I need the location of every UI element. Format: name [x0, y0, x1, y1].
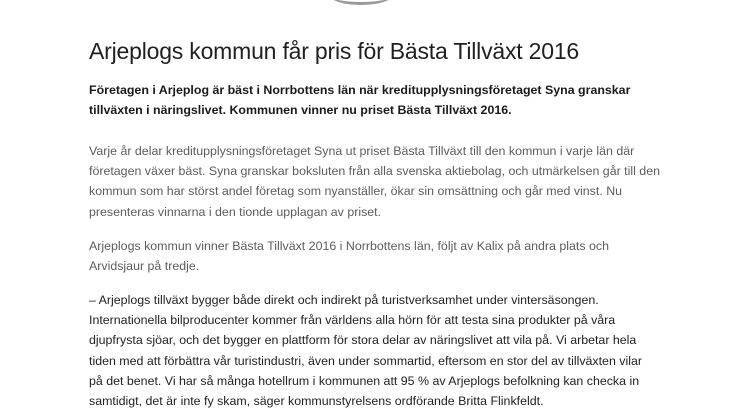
paragraph-line: Internationella bilproducenter kommer från världens alla hörn för att testa sina produkter på våra — [89, 313, 616, 328]
paragraph-about-prize — [89, 141, 660, 222]
paragraph-line: tiden med att förbättra vår turistindustri, även under sommartid, eftersom en stor del av tillväxten vilar — [89, 353, 642, 368]
paragraph-quote — [89, 290, 654, 411]
header-logo-arc — [330, 0, 392, 5]
paragraph-line: företagen växer bäst. Syna granskar boksluten från alla svenska aktiebolag, och utmärkelsen går till den — [89, 164, 660, 179]
paragraph-line: – Arjeplogs tillväxt bygger både direkt och indirekt på turistverksamhet under vintersäsongen. — [89, 293, 599, 307]
paragraph-line: på det benet. Vi har så många hotellrum i kommunen att 95 % av Arjeplogs befolkning kan checka in — [89, 373, 640, 388]
paragraph-line: kommun som har störst andel företag som nyanställer, ökar sin omsättning och går med vinst. Nu — [89, 184, 623, 199]
paragraph-line: djupfrysta sjöar, och det bygger en plattform för stora delar av näringslivet att vila på. Vi arbetar hela — [89, 333, 637, 348]
article-title: Arjeplogs kommun får pris för Bästa Tillväxt 2016 — [89, 38, 580, 64]
article-lead — [89, 80, 629, 120]
paragraph-line: presenteras vinnarna i den tionde upplagan av priset. — [89, 204, 382, 219]
lead-line: Företagen i Arjeplog är bäst i Norrbottens län när kreditupplysningsföretaget Syna granskar — [89, 83, 631, 97]
lead-line: tillväxten i näringslivet. Kommunen vinner nu priset Bästa Tillväxt 2016. — [89, 103, 512, 117]
paragraph-winners — [89, 236, 654, 276]
paragraph-line: Arvidsjaur på tredje. — [89, 259, 200, 274]
paragraph-line: Arjeplogs kommun vinner Bästa Tillväxt 2016 i Norrbottens län, följt av Kalix på andra plats och — [89, 239, 609, 253]
paragraph-line: Varje år delar kreditupplysningsföretaget Syna ut priset Bästa Tillväxt till den kommun i varje län där — [89, 144, 635, 158]
paragraph-line: samtidigt, det är inte fy skam, säger kommunstyrelsens ordförande Britta Flinkfeldt. — [89, 394, 544, 409]
